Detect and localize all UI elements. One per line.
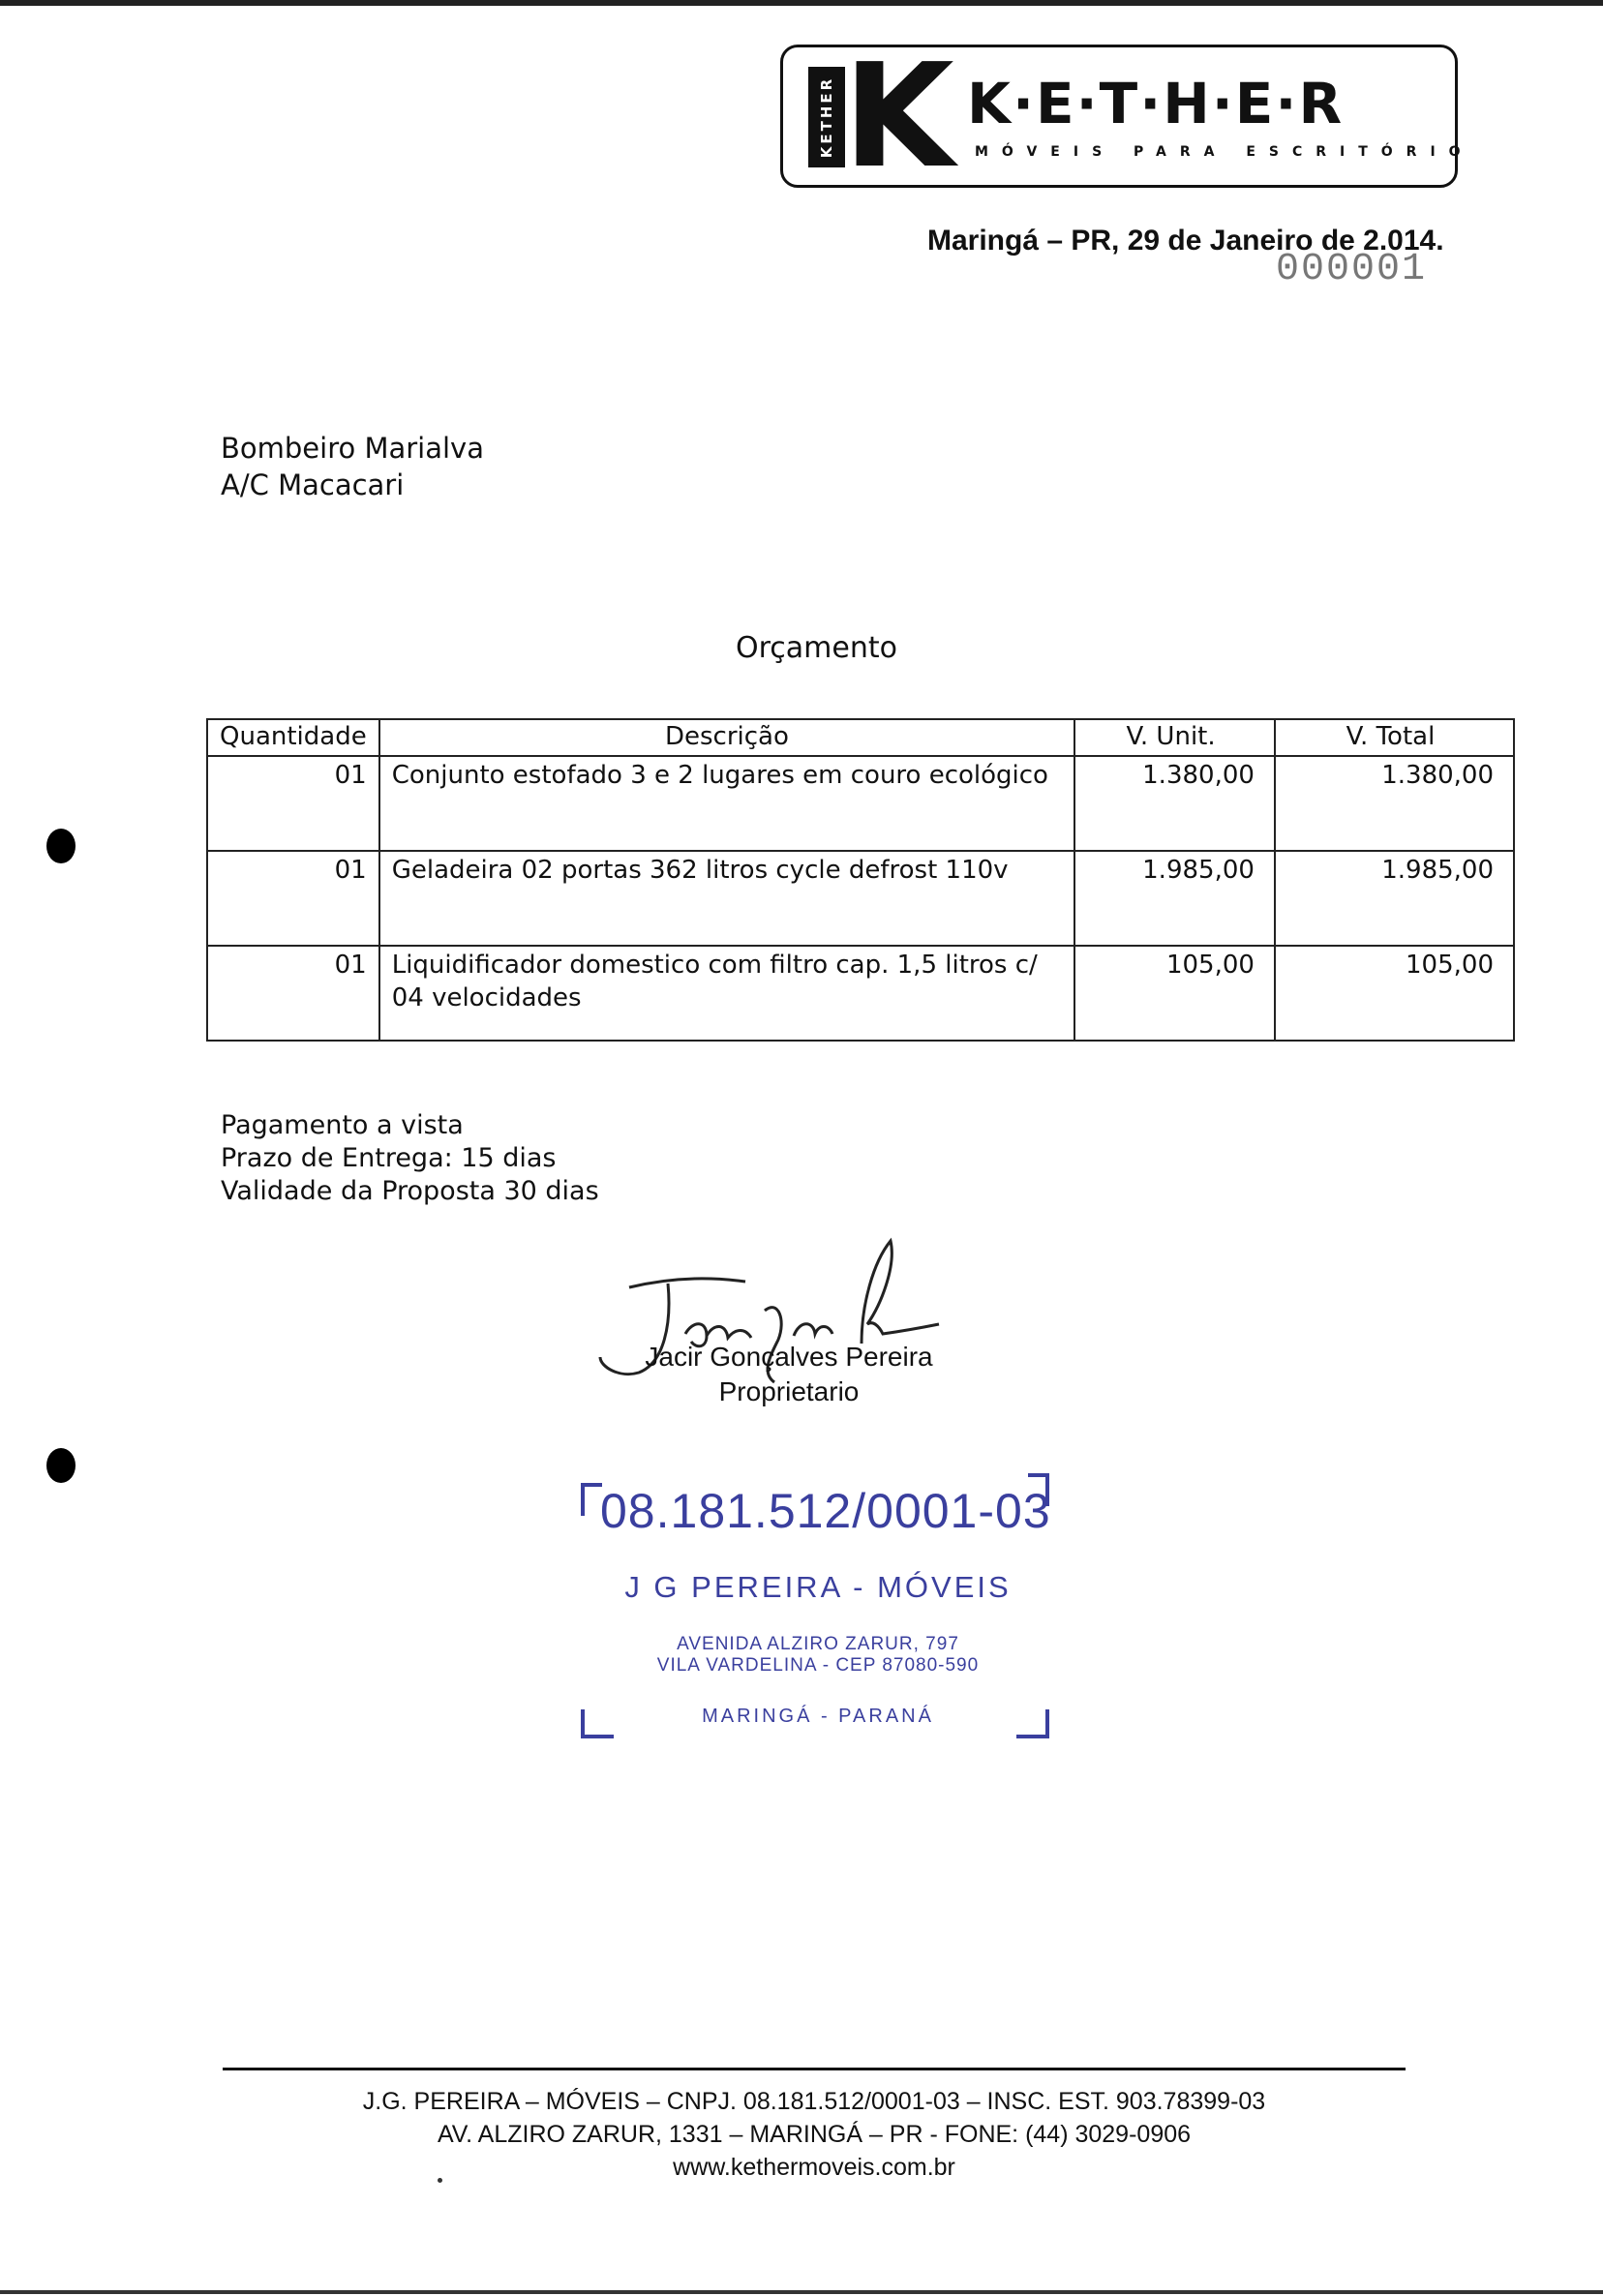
logo-tagline: MÓVEIS PARA ESCRITÓRIO bbox=[975, 144, 1474, 160]
stamp-company: J G PEREIRA - MÓVEIS bbox=[624, 1570, 1012, 1604]
logo-side-bar bbox=[808, 67, 845, 167]
table-row bbox=[207, 756, 1514, 851]
quote-table bbox=[206, 718, 1515, 1042]
footer-address: AV. ALZIRO ZARUR, 1331 – MARINGÁ – PR - FONE: (44) 3029-0906 bbox=[437, 2121, 1192, 2148]
footer-company: J.G. PEREIRA – MÓVEIS – CNPJ. 08.181.512/0001-03 – INSC. EST. 903.78399-03 bbox=[362, 2088, 1266, 2115]
logo-side-text: KETHER bbox=[818, 76, 836, 159]
punch-hole bbox=[46, 829, 76, 863]
header-description: Descrição bbox=[379, 719, 1074, 756]
row-description: Conjunto estofado 3 e 2 lugares em couro ecológico bbox=[379, 756, 1074, 851]
header-quantity: Quantidade bbox=[207, 719, 379, 756]
row-quantity: 01 bbox=[207, 756, 379, 851]
signer-name: Jacir Gonçalves Pereira bbox=[645, 1342, 933, 1372]
stamp-cnpj: 08.181.512/0001-03 bbox=[600, 1484, 1051, 1538]
document-title: Orçamento bbox=[736, 631, 897, 665]
top-border bbox=[0, 0, 1603, 6]
table-row bbox=[207, 851, 1514, 946]
bottom-border bbox=[0, 2290, 1603, 2294]
company-logo bbox=[780, 33, 1474, 199]
row-total-price: 105,00 bbox=[1275, 946, 1514, 1041]
recipient-block bbox=[221, 430, 484, 503]
company-stamp bbox=[571, 1462, 1065, 1762]
row-description: Liquidificador domestico com filtro cap. 1,5 litros c/ 04 velocidades bbox=[379, 946, 1074, 1041]
row-total-price: 1.380,00 bbox=[1275, 756, 1514, 851]
signer-role: Proprietario bbox=[718, 1376, 860, 1406]
document-date: Maringá – PR, 29 de Janeiro de 2.014. bbox=[927, 225, 1444, 257]
signer-block bbox=[620, 1340, 958, 1409]
scan-speck bbox=[438, 2178, 442, 2183]
stamp-city: MARINGÁ - PARANÁ bbox=[702, 1706, 934, 1727]
header-total-price: V. Total bbox=[1275, 719, 1514, 756]
document-number: 000001 bbox=[1276, 248, 1428, 291]
row-unit-price: 1.380,00 bbox=[1074, 756, 1275, 851]
row-unit-price: 1.985,00 bbox=[1074, 851, 1275, 946]
footer-divider bbox=[223, 2068, 1406, 2070]
logo-name: K·E·T·H·E·R bbox=[967, 71, 1345, 136]
row-unit-price: 105,00 bbox=[1074, 946, 1275, 1041]
payment-terms bbox=[221, 1109, 599, 1208]
stamp-corner bbox=[581, 1483, 602, 1516]
punch-hole bbox=[46, 1448, 76, 1483]
stamp-address bbox=[600, 1634, 1036, 1677]
header-unit-price: V. Unit. bbox=[1074, 719, 1275, 756]
stamp-street: AVENIDA ALZIRO ZARUR, 797 bbox=[677, 1634, 959, 1654]
payment-method: Pagamento a vista bbox=[221, 1110, 464, 1140]
stamp-corner bbox=[581, 1709, 614, 1738]
logo-letter: K bbox=[843, 33, 949, 199]
table-header-row bbox=[207, 719, 1514, 756]
table-row bbox=[207, 946, 1514, 1041]
footer-website[interactable]: www.kethermoveis.com.br bbox=[673, 2154, 955, 2181]
stamp-district: VILA VARDELINA - CEP 87080-590 bbox=[656, 1655, 980, 1676]
row-quantity: 01 bbox=[207, 946, 379, 1041]
row-quantity: 01 bbox=[207, 851, 379, 946]
proposal-validity: Validade da Proposta 30 dias bbox=[221, 1176, 599, 1206]
recipient-attention: A/C Macacari bbox=[221, 468, 405, 501]
delivery-time: Prazo de Entrega: 15 dias bbox=[221, 1143, 557, 1173]
footer bbox=[223, 2085, 1406, 2184]
row-total-price: 1.985,00 bbox=[1275, 851, 1514, 946]
row-description: Geladeira 02 portas 362 litros cycle defrost 110v bbox=[379, 851, 1074, 946]
recipient-name: Bombeiro Marialva bbox=[221, 432, 484, 465]
